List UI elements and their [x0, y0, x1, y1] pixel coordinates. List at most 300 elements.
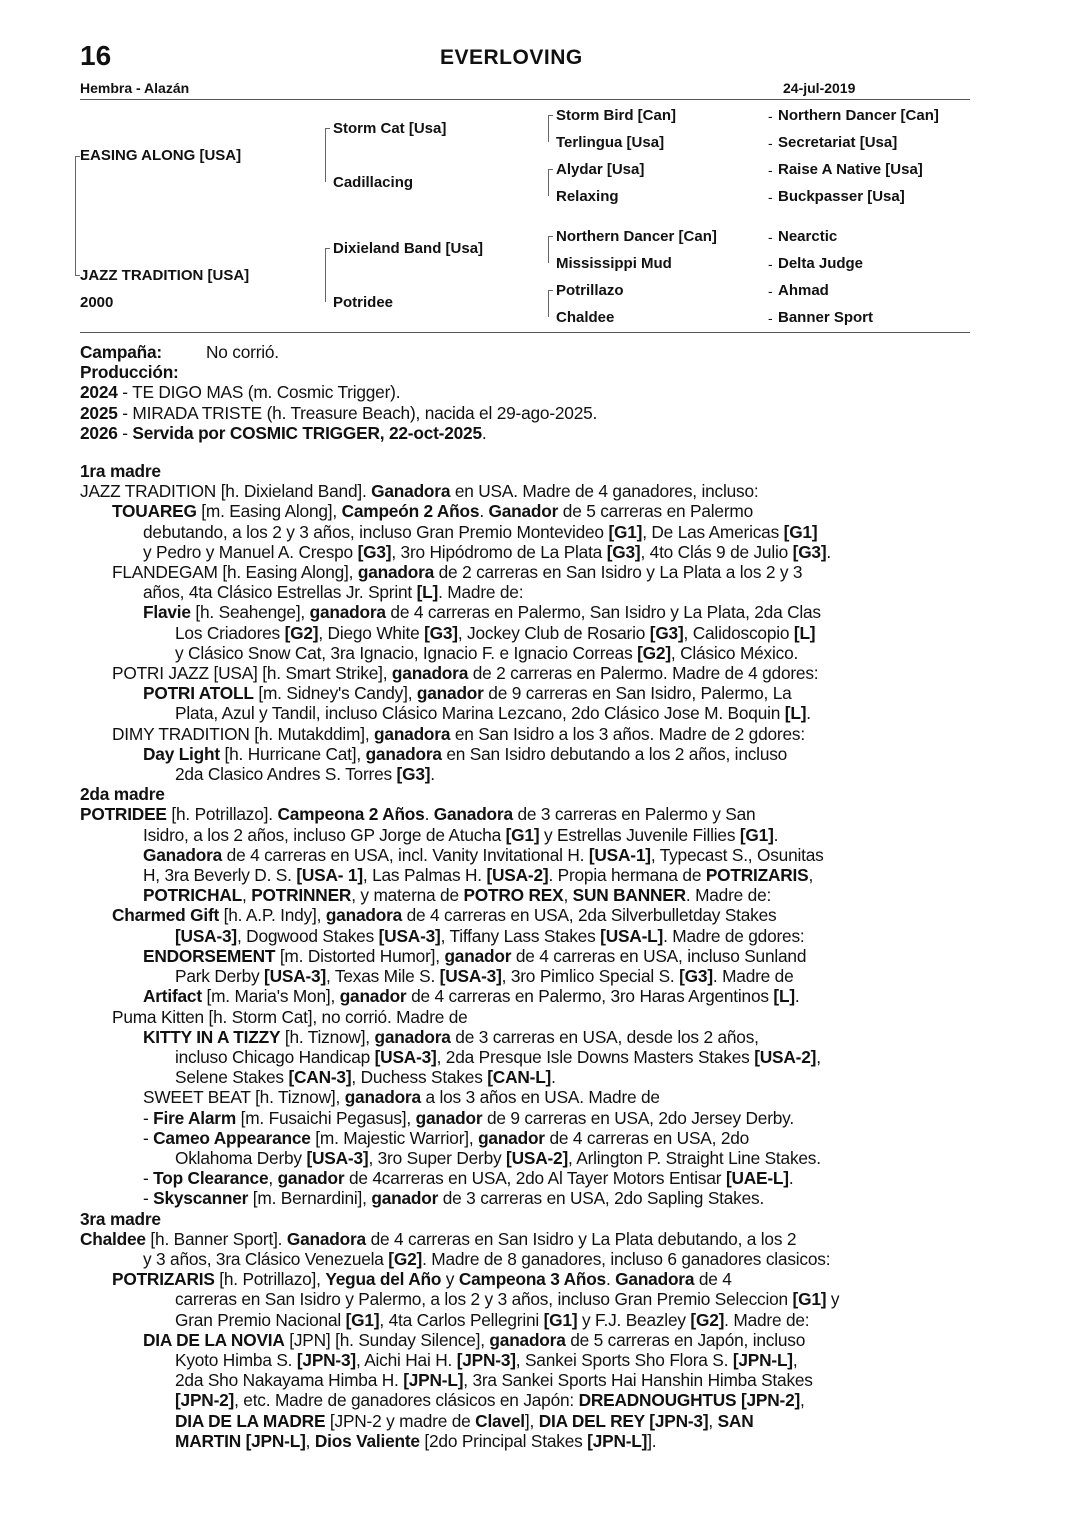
production-text: - MIRADA TRISTE (h. Treasure Beach), nacida el 29-ago-2025.	[117, 402, 598, 423]
bold-text-segment: POTRI ATOLL	[143, 683, 254, 704]
text-segment: , Clásico México.	[670, 642, 799, 663]
bold-text-segment: [G3]	[649, 622, 684, 643]
text-segment: de 4 carreras en USA, 2da Silverbulletday Stakes	[402, 905, 777, 926]
text-segment: ],	[524, 1410, 539, 1431]
pedigree-gen3-name: Relaxing	[556, 188, 619, 205]
bold-text-segment: [G2]	[388, 1248, 423, 1269]
pedigree-dam: JAZZ TRADITION [USA]	[80, 267, 250, 284]
pedigree-gen3-name: Alydar [Usa]	[556, 161, 645, 178]
text-segment: de 2 carreras en Palermo. Madre de 4 gdores:	[468, 663, 819, 684]
pedigree-chart	[0, 0, 1080, 340]
text-segment: , Arlington P. Straight Line Stakes.	[568, 1147, 821, 1168]
text-segment: de 4 carreras en Palermo, 3ro Haras Argentinos	[406, 986, 774, 1007]
text-line	[80, 1411, 970, 1431]
text-segment: , 3ro Hipódromo de La Plata	[391, 541, 607, 562]
production-text: - TE DIGO MAS (m. Cosmic Trigger).	[117, 382, 401, 403]
bold-text-segment: DIA DE LA NOVIA	[143, 1329, 285, 1350]
text-segment: [h. Tiznow],	[280, 1026, 375, 1047]
pedigree-dash: -	[768, 229, 773, 245]
text-segment: , Dogwood Stakes	[236, 925, 379, 946]
text-segment: , 3ro Super Derby	[368, 1147, 507, 1168]
campaign-label: Campaña:	[80, 342, 162, 362]
text-segment: Puma Kitten [h. Storm Cat], no corrió. Madre de	[112, 1006, 468, 1027]
bold-text-segment: [UAE-L]	[725, 1168, 789, 1189]
bold-text-segment: ganadora	[391, 663, 469, 684]
text-segment: .	[605, 1269, 616, 1290]
bold-text-segment: Ganadora	[615, 1269, 695, 1290]
text-segment: de 5 carreras en Japón, incluso	[565, 1329, 806, 1350]
text-segment: FLANDEGAM [h. Easing Along],	[112, 562, 358, 583]
text-segment: y	[441, 1269, 459, 1290]
pedigree-sire: EASING ALONG [USA]	[80, 147, 242, 164]
text-segment: ,	[708, 1410, 718, 1431]
text-line	[80, 1027, 970, 1047]
text-line	[80, 643, 970, 663]
text-line	[80, 1330, 970, 1350]
text-segment: , Diego White	[318, 622, 425, 643]
text-line	[80, 1310, 970, 1330]
bold-text-segment: DREADNOUGHTUS [JPN-2]	[578, 1390, 801, 1411]
text-segment: de 4 carreras en USA, incl. Vanity Invitational H.	[222, 844, 589, 865]
bold-text-segment: [G1]	[543, 1309, 578, 1330]
sale-date: 24-jul-2019	[783, 80, 856, 96]
production-end: .	[481, 422, 487, 443]
bold-text-segment: Clavel	[475, 1410, 525, 1431]
text-line	[80, 764, 970, 784]
text-line	[80, 1168, 970, 1188]
pedigree-dash: -	[768, 135, 773, 151]
bold-text-segment: ganador	[478, 1127, 545, 1148]
text-line	[80, 885, 970, 905]
text-line	[80, 966, 970, 986]
bold-text-segment: [USA-3]	[378, 925, 441, 946]
text-segment: y Estrellas Juvenile Fillies	[539, 824, 740, 845]
text-segment: -	[143, 1127, 154, 1148]
production-year: 2025	[80, 402, 118, 423]
bold-text-segment: [USA-2]	[754, 1046, 817, 1067]
text-segment: ,	[792, 1349, 798, 1370]
bold-text-segment: [G3]	[396, 764, 431, 785]
production-year: 2026	[80, 422, 118, 443]
text-segment: . Madre de:	[685, 885, 772, 906]
text-segment: , 2da Presque Isle Downs Masters Stakes	[436, 1046, 755, 1067]
bold-text-segment: ganadora	[357, 562, 435, 583]
text-segment: . Propia hermana de	[548, 865, 706, 886]
text-segment: ,	[305, 1430, 315, 1451]
text-segment: de 9 carreras en USA, 2do Jersey Derby.	[482, 1107, 794, 1128]
text-line	[80, 1370, 970, 1390]
bold-text-segment: DIA DE LA MADRE	[175, 1410, 326, 1431]
catalogue-entry	[80, 342, 970, 1451]
text-segment: en USA. Madre de 4 ganadores, incluso:	[450, 481, 759, 502]
bold-text-segment: Flavie	[143, 602, 191, 623]
text-segment: de 4 carreras en Palermo, San Isidro y La Plata, 2da Clas	[385, 602, 821, 623]
text-segment: .	[788, 1168, 794, 1189]
bold-text-segment: ganador	[339, 986, 407, 1007]
text-segment: de 3 carreras en Palermo y San	[512, 804, 756, 825]
bracket-tick	[325, 128, 330, 129]
text-segment: -	[143, 1107, 154, 1128]
text-segment: . Madre de 8 ganadores, incluso 6 ganadores clasicos:	[422, 1248, 831, 1269]
bold-text-segment: [USA-2]	[506, 1147, 569, 1168]
bold-text-segment: Ganadora	[371, 481, 451, 502]
text-segment: [h. A.P. Indy],	[219, 905, 326, 926]
text-segment: JAZZ TRADITION [h. Dixieland Band].	[80, 481, 372, 502]
bold-text-segment: [G2]	[637, 642, 671, 663]
bracket-tick	[548, 236, 553, 237]
text-line	[80, 1148, 970, 1168]
text-segment: . Madre de gdores:	[663, 925, 805, 946]
bold-text-segment: POTRICHAL	[143, 885, 243, 906]
bold-text-segment: [JPN-L]	[587, 1430, 648, 1451]
bold-text-segment: [USA-1]	[588, 844, 651, 865]
text-segment: y	[826, 1289, 840, 1310]
pedigree-gen4-name: Secretariat [Usa]	[778, 134, 898, 151]
text-segment: , 3ro Pimlico Special S.	[501, 966, 680, 987]
text-segment: ].	[647, 1430, 657, 1451]
bold-text-segment: ganadora	[365, 743, 442, 764]
production-sep: -	[117, 422, 133, 443]
text-segment: [h. Hurricane Cat],	[219, 743, 366, 764]
pedigree-gen4-name: Northern Dancer [Can]	[778, 107, 939, 124]
bold-text-segment: ENDORSEMENT	[143, 945, 276, 966]
pedigree-gen4-name: Nearctic	[778, 228, 838, 245]
production-text: Servida por COSMIC TRIGGER, 22-oct-2025	[132, 422, 482, 443]
pedigree-gen2-name: Potridee	[333, 294, 394, 311]
text-segment: . Madre de:	[438, 582, 524, 603]
text-segment: , 4ta Carlos Pellegrini	[379, 1309, 544, 1330]
text-segment: , Jockey Club de Rosario	[457, 622, 650, 643]
text-segment: , Sankei Sports Sho Flora S.	[515, 1349, 733, 1370]
text-segment: 2da Sho Nakayama Himba H.	[175, 1370, 404, 1391]
text-segment: [h. Potrillazo],	[214, 1269, 326, 1290]
text-line	[80, 602, 970, 622]
horse-name: EVERLOVING	[440, 46, 583, 69]
text-segment: [m. Easing Along],	[196, 501, 342, 522]
text-line	[80, 703, 970, 723]
bracket-gen3	[548, 115, 549, 142]
bold-text-segment: Campeona 3 Años	[458, 1269, 606, 1290]
text-line	[80, 1067, 970, 1087]
text-segment: de 4carreras en USA, 2do Al Tayer Motors Entisar	[344, 1168, 726, 1189]
section-heading-second-dam: 2da madre	[80, 784, 165, 805]
text-line	[80, 724, 970, 744]
text-segment: , 4to Clás 9 de Julio	[640, 541, 793, 562]
text-segment: ,	[816, 1046, 821, 1067]
bold-text-segment: Yegua del Año	[325, 1269, 442, 1290]
bold-text-segment: ganador	[277, 1168, 345, 1189]
text-line	[80, 1350, 970, 1370]
bold-text-segment: ganadora	[374, 1026, 451, 1047]
text-segment: , Tiffany Lass Stakes	[440, 925, 601, 946]
pedigree-gen3-name: Chaldee	[556, 309, 615, 326]
text-segment: Gran Premio Nacional	[175, 1309, 346, 1330]
text-line	[80, 1390, 970, 1410]
text-line	[80, 804, 970, 824]
text-line	[80, 683, 970, 703]
text-segment: [h. Seahenge],	[190, 602, 310, 623]
text-segment: DIMY TRADITION [h. Mutakddim],	[112, 723, 375, 744]
bold-text-segment: Fire Alarm	[153, 1107, 236, 1128]
bracket-tick	[548, 169, 553, 170]
bold-text-segment: Campeón 2 Años	[341, 501, 480, 522]
bold-text-segment: POTRIZARIS	[112, 1269, 215, 1290]
bold-text-segment: [JPN-L]	[732, 1349, 793, 1370]
campaign-value: No corrió.	[206, 342, 279, 362]
text-segment: incluso Chicago Handicap	[175, 1046, 375, 1067]
text-segment: [m. Maria's Mon],	[201, 986, 340, 1007]
bold-text-segment: MARTIN [JPN-L]	[175, 1430, 306, 1451]
production-item	[80, 423, 970, 443]
bracket-tick	[548, 290, 553, 291]
bold-text-segment: Day Light	[143, 743, 220, 764]
text-segment: [h. Banner Sport].	[145, 1228, 287, 1249]
text-segment: de 4	[694, 1269, 732, 1290]
text-segment: Isidro, a los 2 años, incluso GP Jorge de Atucha	[143, 824, 506, 845]
text-line	[80, 946, 970, 966]
text-line	[80, 1229, 970, 1249]
bold-text-segment: ganadora	[489, 1329, 566, 1350]
bold-text-segment: Dios Valiente	[314, 1430, 420, 1451]
bold-text-segment: [L]	[784, 703, 807, 724]
bold-text-segment: ganador	[371, 1188, 439, 1209]
sex-color: Hembra - Alazán	[80, 80, 190, 96]
text-segment: de 4 carreras en USA, incluso Sunland	[511, 945, 807, 966]
text-line	[80, 1047, 970, 1067]
text-segment: .	[826, 541, 832, 562]
bold-text-segment: [JPN-3]	[456, 1349, 516, 1370]
bold-text-segment: [G3]	[357, 541, 392, 562]
text-line	[80, 1249, 970, 1269]
text-segment: .	[430, 764, 435, 785]
pedigree-gen4-name: Buckpasser [Usa]	[778, 188, 905, 205]
bold-text-segment: [USA-2]	[486, 865, 549, 886]
text-line	[80, 1108, 970, 1128]
text-segment: , y materna de	[351, 885, 464, 906]
text-segment: ,	[808, 865, 814, 886]
text-segment: .	[794, 986, 800, 1007]
text-segment: 2da Clasico Andres S. Torres	[175, 764, 397, 785]
pedigree-gen3-name: Northern Dancer [Can]	[556, 228, 717, 245]
text-segment: POTRI JAZZ [USA] [h. Smart Strike],	[112, 663, 392, 684]
bold-text-segment: [L]	[773, 986, 795, 1007]
production-label: Producción:	[80, 362, 179, 383]
bold-text-segment: ganadora	[309, 602, 386, 623]
text-segment: de 4 carreras en USA, 2do	[544, 1127, 750, 1148]
bold-text-segment: [G3]	[679, 966, 713, 987]
pedigree-gen4-name: Raise A Native [Usa]	[778, 161, 923, 178]
text-segment: Oklahoma Derby	[175, 1147, 307, 1168]
text-segment: [m. Fusaichi Pegasus],	[236, 1107, 416, 1128]
bold-text-segment: DIA DEL REY [JPN-3]	[538, 1410, 709, 1431]
bold-text-segment: [USA-3]	[439, 966, 502, 987]
text-segment: .	[806, 703, 811, 724]
text-segment: de 3 carreras en USA, 2do Sapling Stakes.	[438, 1188, 765, 1209]
bracket-gen1	[75, 156, 76, 276]
bold-text-segment: TOUAREG	[112, 501, 197, 522]
pedigree-bottom-rule	[80, 332, 970, 333]
text-segment: SWEET BEAT [h. Tiznow],	[143, 1087, 345, 1108]
bold-text-segment: POTRIDEE	[80, 804, 167, 825]
bold-text-segment: Chaldee	[80, 1228, 146, 1249]
text-line	[80, 1188, 970, 1208]
text-segment: H, 3ra Beverly D. S.	[143, 865, 297, 886]
text-segment: [m. Sidney's Candy],	[253, 683, 417, 704]
pedigree-gen4-name: Ahmad	[778, 282, 829, 299]
text-segment: ,	[563, 885, 573, 906]
bold-text-segment: Artifact	[143, 986, 202, 1007]
bold-text-segment: [G2]	[284, 622, 319, 643]
bold-text-segment: ganador	[444, 945, 512, 966]
bold-text-segment: ganador	[415, 1107, 483, 1128]
bold-text-segment: POTRO REX	[463, 885, 564, 906]
text-segment: y Clásico Snow Cat, 3ra Ignacio, Ignacio F. e Ignacio Correas	[175, 642, 638, 663]
bold-text-segment: [G1]	[739, 824, 774, 845]
bold-text-segment: ganador	[416, 683, 484, 704]
bold-text-segment: POTRIZARIS	[705, 865, 809, 886]
pedigree-dash: -	[768, 189, 773, 205]
bracket-gen3	[548, 169, 549, 196]
text-segment: Los Criadores	[175, 622, 285, 643]
text-line	[80, 825, 970, 845]
bold-text-segment: [G3]	[792, 541, 827, 562]
pedigree-dash: -	[768, 256, 773, 272]
text-segment: Plata, Azul y Tandil, incluso Clásico Marina Lezcano, 2do Clásico Jose M. Boquin	[175, 703, 785, 724]
pedigree-gen2-name: Cadillacing	[333, 174, 414, 191]
section-heading-first-dam: 1ra madre	[80, 461, 161, 482]
text-segment: Kyoto Himba S.	[175, 1349, 297, 1370]
text-segment: Park Derby	[175, 966, 265, 987]
text-segment: ,	[268, 1168, 278, 1189]
text-segment: , Duchess Stakes	[351, 1067, 488, 1088]
bracket-tick	[325, 248, 330, 249]
text-line	[80, 1128, 970, 1148]
text-segment: . Madre de:	[724, 1309, 810, 1330]
text-segment: [m. Majestic Warrior],	[310, 1127, 479, 1148]
bold-text-segment: Ganadora	[433, 804, 513, 825]
text-line	[80, 845, 970, 865]
text-line	[80, 501, 970, 521]
bold-text-segment: [G3]	[424, 622, 458, 643]
bold-text-segment: SAN	[717, 1410, 754, 1431]
text-segment: [2do Principal Stakes	[419, 1430, 588, 1451]
text-segment: en San Isidro debutando a los 2 años, incluso	[441, 743, 788, 764]
text-line	[80, 986, 970, 1006]
bold-text-segment: [USA-3]	[374, 1046, 437, 1067]
production-item	[80, 403, 970, 423]
text-segment: [h. Potrillazo].	[166, 804, 278, 825]
lot-number: 16	[80, 40, 112, 71]
text-line	[80, 481, 970, 501]
text-line	[80, 1269, 970, 1289]
pedigree-gen2-name: Dixieland Band [Usa]	[333, 240, 484, 257]
bold-text-segment: POTRINNER	[251, 885, 352, 906]
bold-text-segment: [JPN-2]	[175, 1390, 235, 1411]
text-line	[80, 663, 970, 683]
text-segment: . Madre de	[712, 966, 794, 987]
text-segment: , Las Palmas H.	[362, 865, 487, 886]
text-line	[80, 1289, 970, 1309]
bold-text-segment: [G1]	[505, 824, 540, 845]
text-line	[80, 1087, 970, 1107]
bold-text-segment: Skyscanner	[153, 1188, 249, 1209]
bold-text-segment: [USA-3]	[306, 1147, 369, 1168]
bold-text-segment: [USA- 1]	[296, 865, 363, 886]
text-line	[80, 542, 970, 562]
pedigree-gen3-name: Storm Bird [Can]	[556, 107, 676, 124]
text-segment: de 9 carreras en San Isidro, Palermo, La	[483, 683, 792, 704]
text-segment: y 3 años, 3ra Clásico Venezuela	[143, 1248, 389, 1269]
bold-text-segment: [G1]	[783, 521, 818, 542]
text-line	[80, 926, 970, 946]
bold-text-segment: Ganador	[488, 501, 559, 522]
text-segment: , Typecast S., Osunitas	[650, 844, 824, 865]
text-segment: de 5 carreras en Palermo	[558, 501, 753, 522]
text-segment: , etc. Madre de ganadores clásicos en Japón:	[234, 1390, 579, 1411]
text-segment: -	[143, 1188, 154, 1209]
text-segment: , 3ra Sankei Sports Hai Hanshin Himba Stakes	[463, 1370, 813, 1391]
text-line	[80, 1007, 970, 1027]
pedigree-dash: -	[768, 283, 773, 299]
bold-text-segment: KITTY IN A TIZZY	[143, 1026, 281, 1047]
pedigree-gen2-name: Storm Cat [Usa]	[333, 120, 447, 137]
bold-text-segment: ganadora	[374, 723, 451, 744]
text-line	[80, 905, 970, 925]
text-line	[80, 1431, 970, 1451]
bracket-gen3	[548, 236, 549, 263]
text-segment: , Calidoscopio	[683, 622, 794, 643]
bold-text-segment: Ganadora	[286, 1228, 366, 1249]
bold-text-segment: [JPN-3]	[296, 1349, 356, 1370]
text-segment: .	[479, 501, 489, 522]
text-line	[80, 865, 970, 885]
text-segment: [JPN] [h. Sunday Silence],	[284, 1329, 490, 1350]
bold-text-segment: Charmed Gift	[112, 905, 220, 926]
bold-text-segment: Campeona 2 Años	[277, 804, 425, 825]
text-line	[80, 562, 970, 582]
text-segment: años, 4ta Clásico Estrellas Jr. Sprint	[143, 582, 417, 603]
bold-text-segment: [G1]	[345, 1309, 380, 1330]
bold-text-segment: ganadora	[325, 905, 403, 926]
text-segment: .	[424, 804, 434, 825]
text-segment: [JPN-2 y madre de	[325, 1410, 476, 1431]
pedigree-gen4-name: Delta Judge	[778, 255, 864, 272]
text-segment: , Texas Mile S.	[326, 966, 440, 987]
bold-text-segment: [CAN-L]	[487, 1067, 552, 1088]
bracket-tick	[548, 115, 553, 116]
campaign-line	[80, 342, 970, 362]
bold-text-segment: Cameo Appearance	[153, 1127, 311, 1148]
bold-text-segment: Ganadora	[143, 844, 223, 865]
text-line	[80, 744, 970, 764]
text-segment: en San Isidro a los 3 años. Madre de 2 gdores:	[450, 723, 805, 744]
text-line	[80, 522, 970, 542]
text-segment: -	[143, 1168, 154, 1189]
bold-text-segment: [USA-L]	[600, 925, 664, 946]
text-line	[80, 582, 970, 602]
bold-text-segment: [USA-3]	[264, 966, 327, 987]
pedigree-dash: -	[768, 108, 773, 124]
text-segment: de 2 carreras en San Isidro y La Plata a los 2 y 3	[434, 562, 803, 583]
bold-text-segment: [L]	[416, 582, 439, 603]
text-segment: ,	[800, 1390, 805, 1411]
production-item	[80, 382, 970, 402]
bracket-gen3	[548, 290, 549, 317]
text-segment: y F.J. Beazley	[577, 1309, 691, 1330]
text-segment: debutando, a los 2 y 3 años, incluso Gran Premio Montevideo	[143, 521, 609, 542]
bold-text-segment: [CAN-3]	[288, 1067, 352, 1088]
text-segment: , De Las Americas	[642, 521, 784, 542]
